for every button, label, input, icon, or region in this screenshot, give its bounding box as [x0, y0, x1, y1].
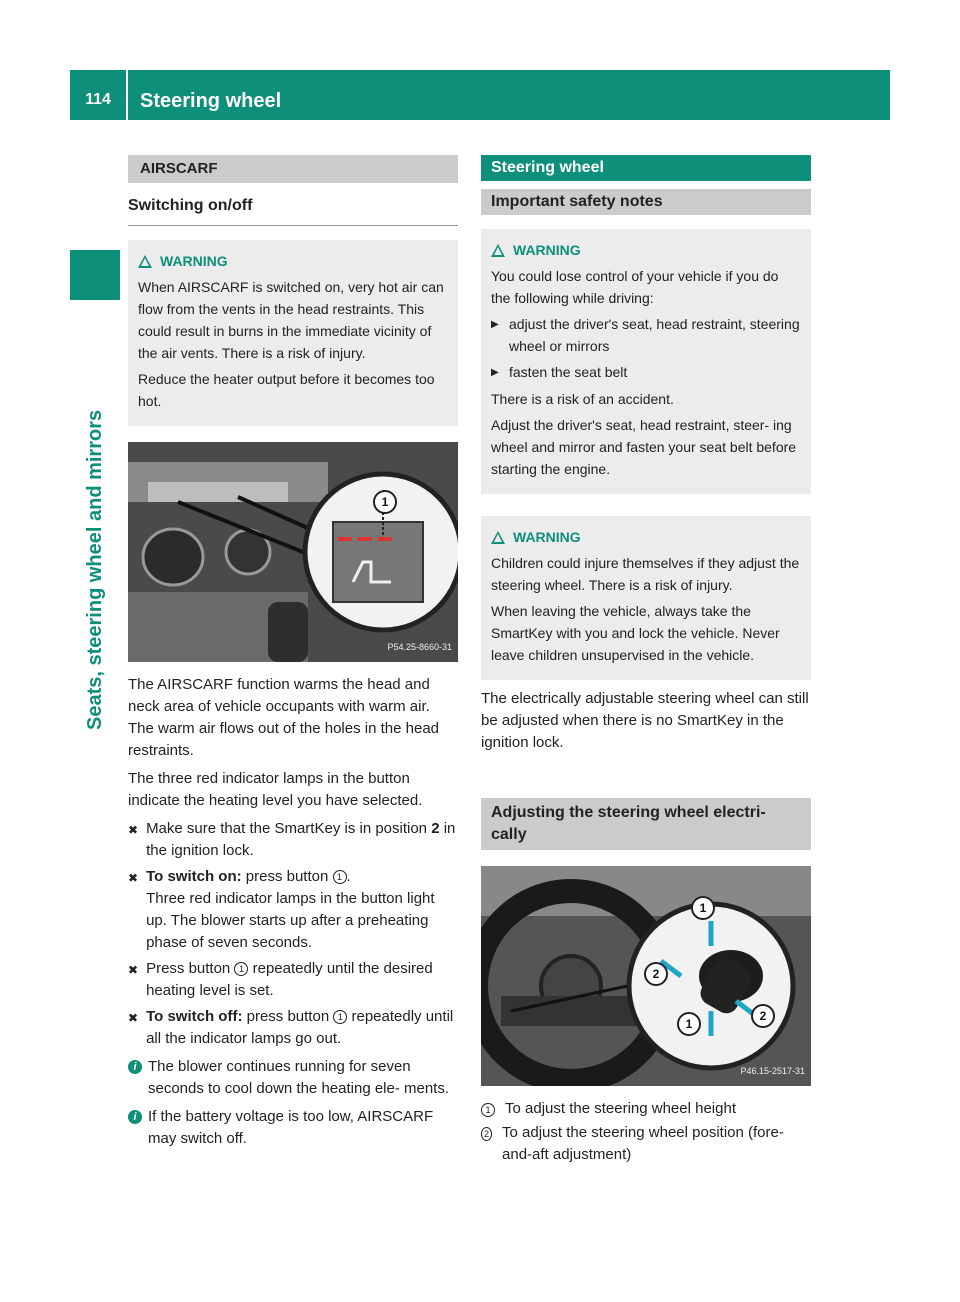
warning-title: WARNING — [491, 526, 801, 548]
warning-title: WARNING — [491, 239, 801, 261]
subsection-heading: Important safety notes — [481, 189, 811, 215]
section-heading-airscarf: AIRSCARF — [128, 155, 458, 183]
photo-code: P46.15-2517-31 — [740, 1066, 805, 1076]
callout-ref: 1 — [333, 1010, 347, 1024]
warning-text: Reduce the heater output before it becomes too hot. — [138, 371, 435, 409]
bullet-icon: ▶ — [491, 319, 499, 330]
warning-label: WARNING — [160, 253, 228, 269]
legend-item: 2 To adjust the steering wheel position (fore-and-aft adjustment) — [481, 1122, 811, 1166]
info-icon: i — [128, 1110, 142, 1124]
callout-1: 1 — [691, 896, 715, 920]
warning-icon — [491, 531, 505, 544]
warning-text: Children could injure themselves if they adjust the steering wheel. There is a risk of injury. — [491, 555, 800, 593]
callout-ref: 1 — [234, 962, 248, 976]
body-paragraph: The three red indicator lamps in the button indicate the heating level you have selected. — [128, 770, 423, 809]
arrow-icon: ✖ — [128, 963, 139, 977]
callout-ref: 1 — [481, 1103, 495, 1117]
warning-title — [138, 250, 448, 272]
arrow-icon: ✖ — [128, 1011, 139, 1025]
subsection-heading: Adjusting the steering wheel electri- cally — [481, 798, 811, 850]
step-item: ✖ To switch off: press button 1 repeatedly until all the indicator lamps go out. — [128, 1006, 458, 1050]
warning-text: Adjust the driver's seat, head restraint, steer- ing wheel and mirror and fasten your seat belt before starting the engine. — [491, 417, 797, 477]
steering-wheel-photo — [481, 866, 811, 1086]
info-note: i If the battery voltage is too low, AIRSCARF may switch off. — [128, 1106, 458, 1150]
warning-text: When leaving the vehicle, always take the SmartKey with you and lock the vehicle. Never leave children unsupervised in the vehicle. — [491, 603, 780, 663]
page-title: Steering wheel — [140, 90, 282, 112]
chapter-title: Seats, steering wheel and mirrors — [84, 409, 106, 730]
warning-icon — [138, 255, 152, 268]
bullet-icon: ▶ — [491, 367, 499, 378]
left-column — [128, 155, 458, 1156]
header-divider — [126, 70, 128, 120]
page-number: 114 — [85, 91, 111, 108]
body-paragraph: The electrically adjustable steering wheel can still be adjusted when there is no SmartKey in the ignition lock. — [481, 690, 809, 751]
step-item: ✖ To switch on: press button 1 . Three red indicator lamps in the button light up. The blower starts up after a preheating phase of seven seconds. — [128, 866, 458, 954]
airscarf-photo — [128, 442, 458, 662]
airscarf-illustration — [128, 442, 458, 662]
warning-box — [128, 240, 458, 426]
warning-text: There is a risk of an accident. — [491, 391, 674, 407]
warning-box — [481, 516, 811, 680]
bullet-item: ▶ fasten the seat belt — [491, 361, 801, 384]
callout-1: 1 — [677, 1012, 701, 1036]
callout-2: 2 — [751, 1004, 775, 1028]
info-note: i The blower continues running for seven seconds to cool down the heating ele- ments. — [128, 1056, 458, 1100]
info-icon: i — [128, 1060, 142, 1074]
subsection-heading: Switching on/off — [128, 195, 458, 226]
arrow-icon: ✖ — [128, 871, 139, 885]
right-column — [481, 155, 811, 1168]
side-tab — [70, 312, 120, 730]
callout-1: 1 — [373, 490, 397, 514]
bullet-item: ▶ adjust the driver's seat, head restraint, steering wheel or mirrors — [491, 313, 801, 357]
step-item: ✖ Make sure that the SmartKey is in position 2 in the ignition lock. — [128, 818, 458, 862]
chapter-marker — [70, 250, 120, 300]
warning-box — [481, 229, 811, 494]
warning-text: You could lose control of your vehicle if you do the following while driving: — [491, 268, 779, 306]
callout-ref: 1 — [333, 870, 347, 884]
callout-ref: 2 — [481, 1127, 492, 1141]
warning-text: When AIRSCARF is switched on, very hot air can flow from the vents in the head restraints. This could result in burns in the immediate vicinity of the air vents. There is a risk of injury. — [138, 279, 444, 361]
callout-2: 2 — [644, 962, 668, 986]
arrow-icon: ✖ — [128, 823, 139, 837]
warning-icon — [491, 244, 505, 257]
body-paragraph: The AIRSCARF function warms the head and neck area of vehicle occupants with warm air. The warm air flows out of the holes in the head restraints. — [128, 676, 440, 759]
legend-item: 1 To adjust the steering wheel height — [481, 1098, 811, 1120]
photo-code: P54.25-8660-31 — [387, 642, 452, 652]
step-item: ✖ Press button 1 repeatedly until the desired heating level is set. — [128, 958, 458, 1002]
section-heading-steering-wheel: Steering wheel — [481, 155, 811, 181]
